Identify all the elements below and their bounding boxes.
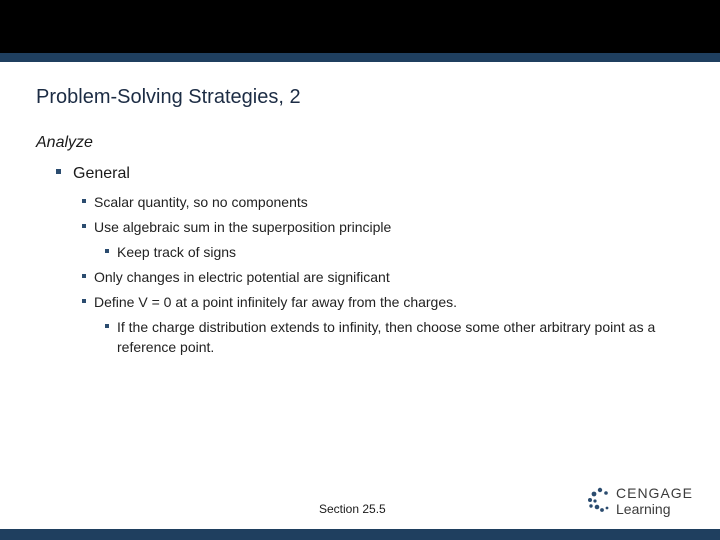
bullet-text: Keep track of signs: [117, 244, 237, 260]
bullet-scalar: [82, 194, 308, 210]
square-bullet-icon: [82, 299, 86, 303]
logo-line1: CENGAGE: [616, 485, 694, 501]
bullet-infinity-marker: [105, 319, 117, 335]
bullet-changes: [82, 269, 390, 285]
square-bullet-icon: [82, 224, 86, 228]
slide-title: Problem-Solving Strategies, 2: [36, 86, 301, 108]
bullet-text: Use algebraic sum in the superposition principle: [94, 219, 392, 235]
bullet-signs: [105, 244, 236, 260]
header-stripe: [0, 53, 720, 62]
square-bullet-icon: [82, 274, 86, 278]
cengage-logo: [586, 484, 696, 520]
square-bullet-icon: [82, 199, 86, 203]
bullet-algebraic-sum: [82, 219, 391, 235]
bullet-infinity-text: If the charge distribution extends to infinity, then choose some other arbitrary point as a reference point.: [117, 319, 656, 355]
footer-section-label: Section 25.5: [319, 502, 386, 516]
header-band: [0, 0, 720, 53]
bullet-text: Define V = 0 at a point infinitely far away from the charges.: [94, 294, 458, 310]
bullet-text: General: [73, 165, 130, 182]
dot-cluster-icon: [586, 486, 612, 516]
footer-stripe: [0, 529, 720, 540]
square-bullet-icon: [105, 324, 109, 328]
square-bullet-icon: [105, 249, 109, 253]
bullet-general: [56, 165, 130, 183]
bullet-text: Only changes in electric potential are significant: [94, 269, 390, 285]
bullet-define-v: [82, 294, 457, 310]
section-heading: Analyze: [36, 134, 93, 151]
bullet-text: Scalar quantity, so no components: [94, 194, 308, 210]
square-bullet-icon: [56, 169, 61, 174]
logo-line2: Learning: [616, 501, 671, 517]
